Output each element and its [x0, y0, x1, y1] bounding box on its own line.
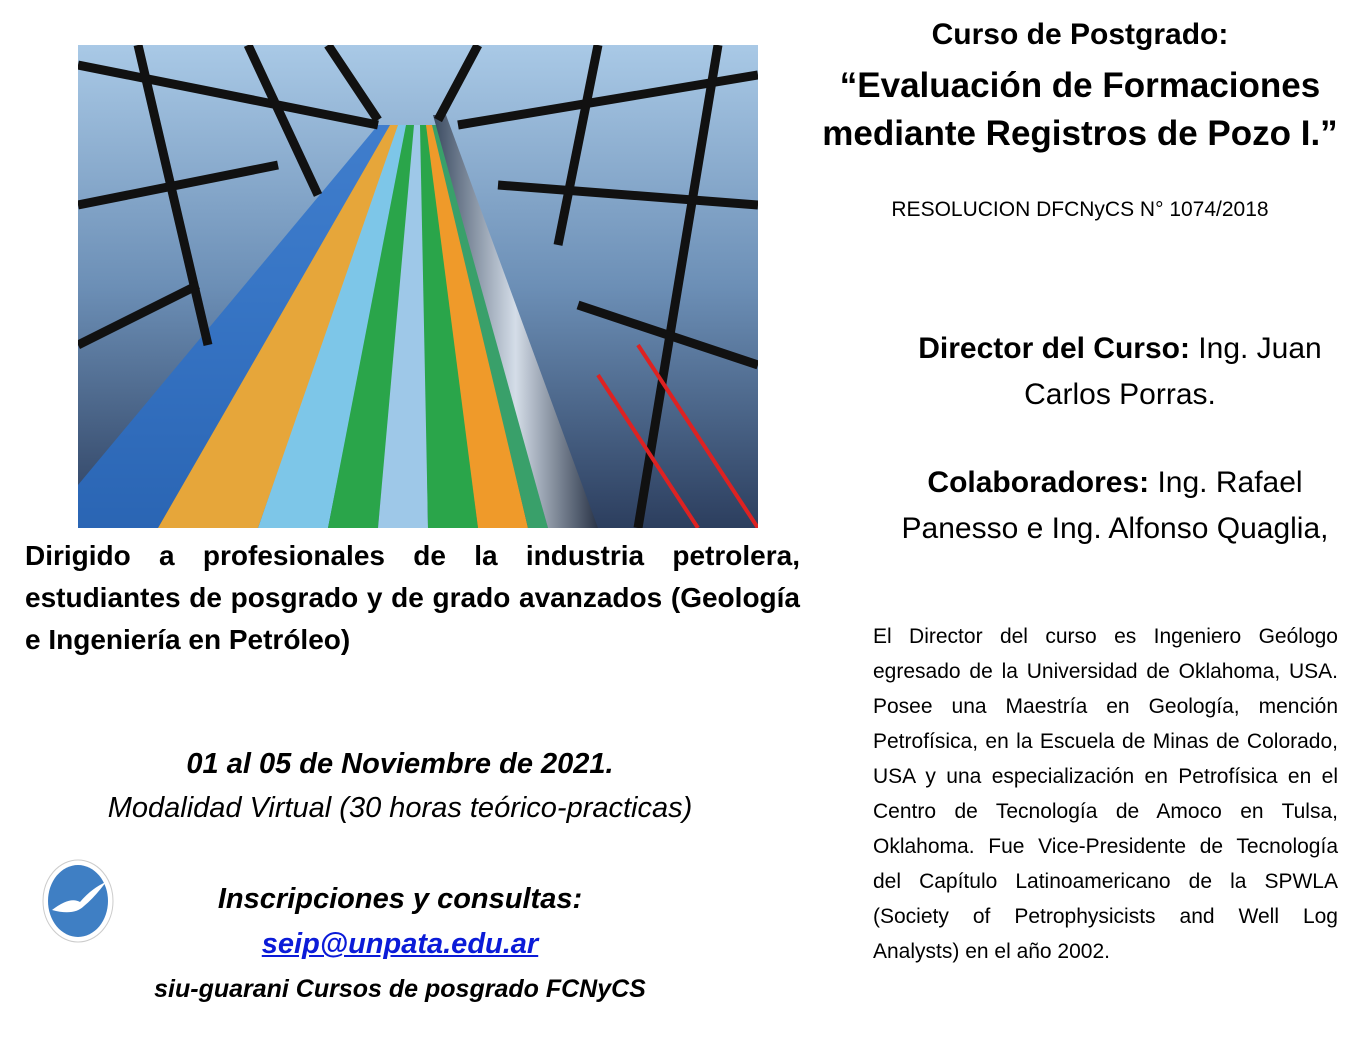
hero-image [78, 45, 758, 528]
course-kicker: Curso de Postgrado: [931, 18, 1229, 51]
email-link[interactable]: seip@unpata.edu.ar [261, 928, 539, 960]
target-audience: Dirigido a profesionales de la industria petrolera, estudiantes de posgrado y de grado avanzados (Geología e Ingeniería en Petróleo) [25, 540, 800, 655]
director-label: Director del Curso: [918, 332, 1190, 365]
resolution-number: RESOLUCION DFCNyCS N° 1074/2018 [891, 198, 1269, 221]
registration-label: Inscripciones y consultas: [217, 883, 583, 915]
director-bio: El Director del curso es Ingeniero Geólogo egresado de la Universidad de Oklahoma, USA. Posee una Maestría en Geología, mención Petrofísica, en la Escuela de Minas de Colorado, USA y una especialización en Petrofísica en el Centro de Tecnología de Amoco en Tulsa, Oklahoma. Fue Vice-Presidente de Tecnología del Capítulo Latinoamericano de la SPWLA (Society of Petrophysicists and Well Log Analysts) en el año 2002. [873, 625, 1338, 963]
course-dates: 01 al 05 de Noviembre de 2021. [186, 748, 614, 780]
siu-guarani-note: siu-guarani Cursos de posgrado FCNyCS [154, 975, 646, 1003]
course-modality: Modalidad Virtual (30 horas teórico-practicas) [107, 792, 693, 824]
director-name: Ing. Juan Carlos Porras. [1024, 332, 1322, 411]
registration-email [0, 928, 800, 961]
course-title-line1: “Evaluación de Formaciones [839, 66, 1321, 105]
course-title-line2: mediante Registros de Pozo I.” [822, 114, 1338, 153]
course-title [800, 62, 1360, 158]
collaborators-names: Ing. Rafael Panesso e Ing. Alfonso Quaglia, [901, 466, 1329, 545]
director-block [880, 326, 1360, 418]
collaborators-label: Colaboradores: [927, 466, 1150, 499]
collaborators-block [880, 460, 1350, 552]
